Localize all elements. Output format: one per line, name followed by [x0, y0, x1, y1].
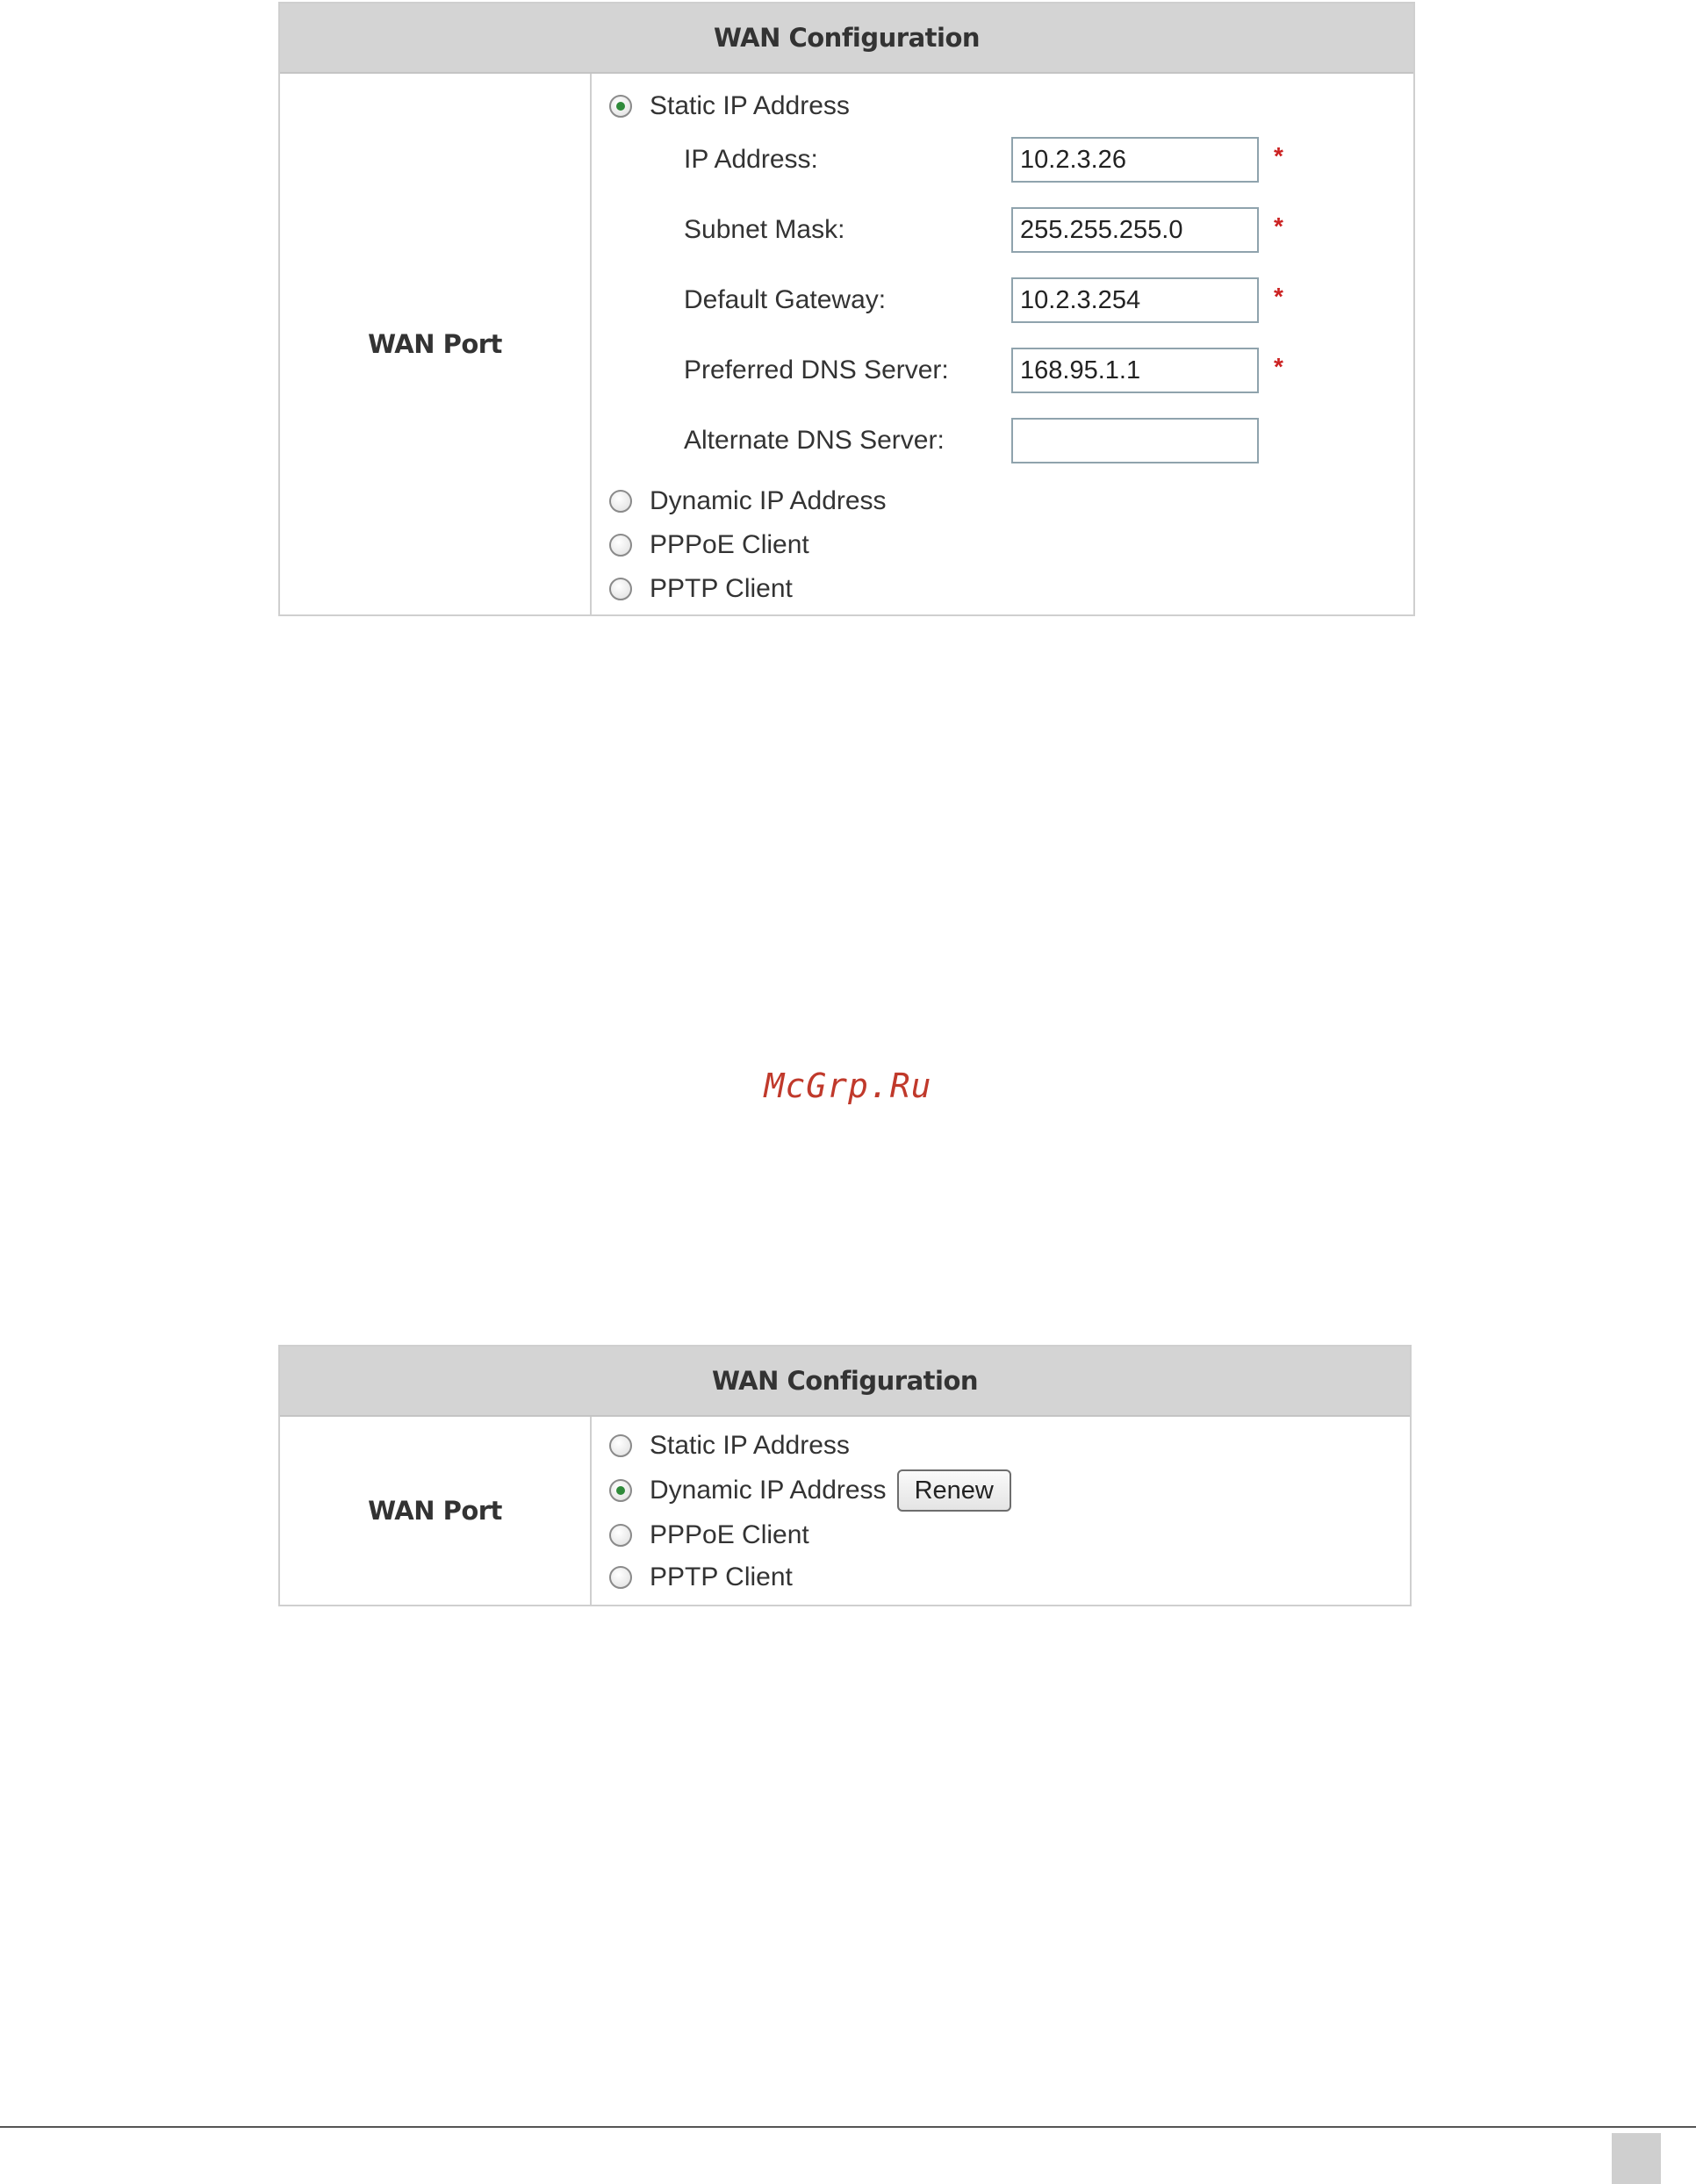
panel-header: WAN Configuration: [280, 4, 1413, 74]
field-subnet-mask: [684, 207, 1298, 253]
option-label: PPPoE Client: [650, 1520, 809, 1549]
radio-button[interactable]: [609, 578, 632, 600]
option-dynamic-ip[interactable]: [609, 486, 887, 516]
panel-header: WAN Configuration: [280, 1347, 1410, 1417]
ip-address-input[interactable]: 10.2.3.26: [1011, 137, 1259, 183]
page-number-box: [1612, 2133, 1661, 2184]
field-alternate-dns: [684, 418, 1298, 463]
radio-button[interactable]: [609, 1524, 632, 1547]
radio-button-checked[interactable]: [609, 95, 632, 118]
field-label: Alternate DNS Server:: [684, 426, 945, 455]
wan-config-panel-static: [278, 2, 1415, 616]
radio-button[interactable]: [609, 534, 632, 557]
wan-options: [592, 74, 1413, 614]
option-label: PPPoE Client: [650, 530, 809, 559]
option-pppoe[interactable]: [609, 1520, 809, 1550]
subnet-mask-input[interactable]: 255.255.255.0: [1011, 207, 1259, 253]
option-label: Static IP Address: [650, 1431, 850, 1460]
footer-divider: [0, 2126, 1696, 2128]
field-default-gateway: [684, 277, 1298, 323]
required-marker: *: [1274, 142, 1283, 169]
renew-button[interactable]: Renew: [897, 1469, 1011, 1512]
required-marker: *: [1274, 212, 1283, 240]
field-label: Preferred DNS Server:: [684, 356, 949, 384]
wan-port-label: WAN Port: [280, 1417, 592, 1605]
required-marker: *: [1274, 353, 1283, 380]
field-label: Default Gateway:: [684, 285, 887, 314]
field-label: IP Address:: [684, 145, 818, 174]
option-label: Dynamic IP Address: [650, 1476, 887, 1505]
option-label: Dynamic IP Address: [650, 486, 887, 515]
radio-button-checked[interactable]: [609, 1479, 632, 1502]
option-dynamic-ip[interactable]: [609, 1469, 1011, 1512]
required-marker: *: [1274, 283, 1283, 310]
field-label: Subnet Mask:: [684, 215, 845, 244]
option-pptp[interactable]: [609, 1563, 793, 1592]
wan-port-label: WAN Port: [280, 74, 592, 614]
wan-options: [592, 1417, 1410, 1605]
radio-button[interactable]: [609, 1566, 632, 1589]
preferred-dns-input[interactable]: 168.95.1.1: [1011, 348, 1259, 393]
alternate-dns-input[interactable]: [1011, 418, 1259, 463]
field-ip-address: [684, 137, 1298, 183]
option-static-ip[interactable]: [609, 1431, 850, 1461]
wan-config-panel-dynamic: [278, 1345, 1412, 1606]
option-label: PPTP Client: [650, 1563, 793, 1591]
option-pppoe[interactable]: [609, 530, 809, 560]
field-preferred-dns: [684, 348, 1298, 393]
option-static-ip[interactable]: [609, 91, 850, 121]
radio-button[interactable]: [609, 1434, 632, 1457]
option-label: Static IP Address: [650, 91, 850, 120]
watermark-text: McGrp.Ru: [764, 1067, 932, 1105]
default-gateway-input[interactable]: 10.2.3.254: [1011, 277, 1259, 323]
option-label: PPTP Client: [650, 574, 793, 603]
radio-button[interactable]: [609, 490, 632, 513]
option-pptp[interactable]: [609, 574, 793, 604]
